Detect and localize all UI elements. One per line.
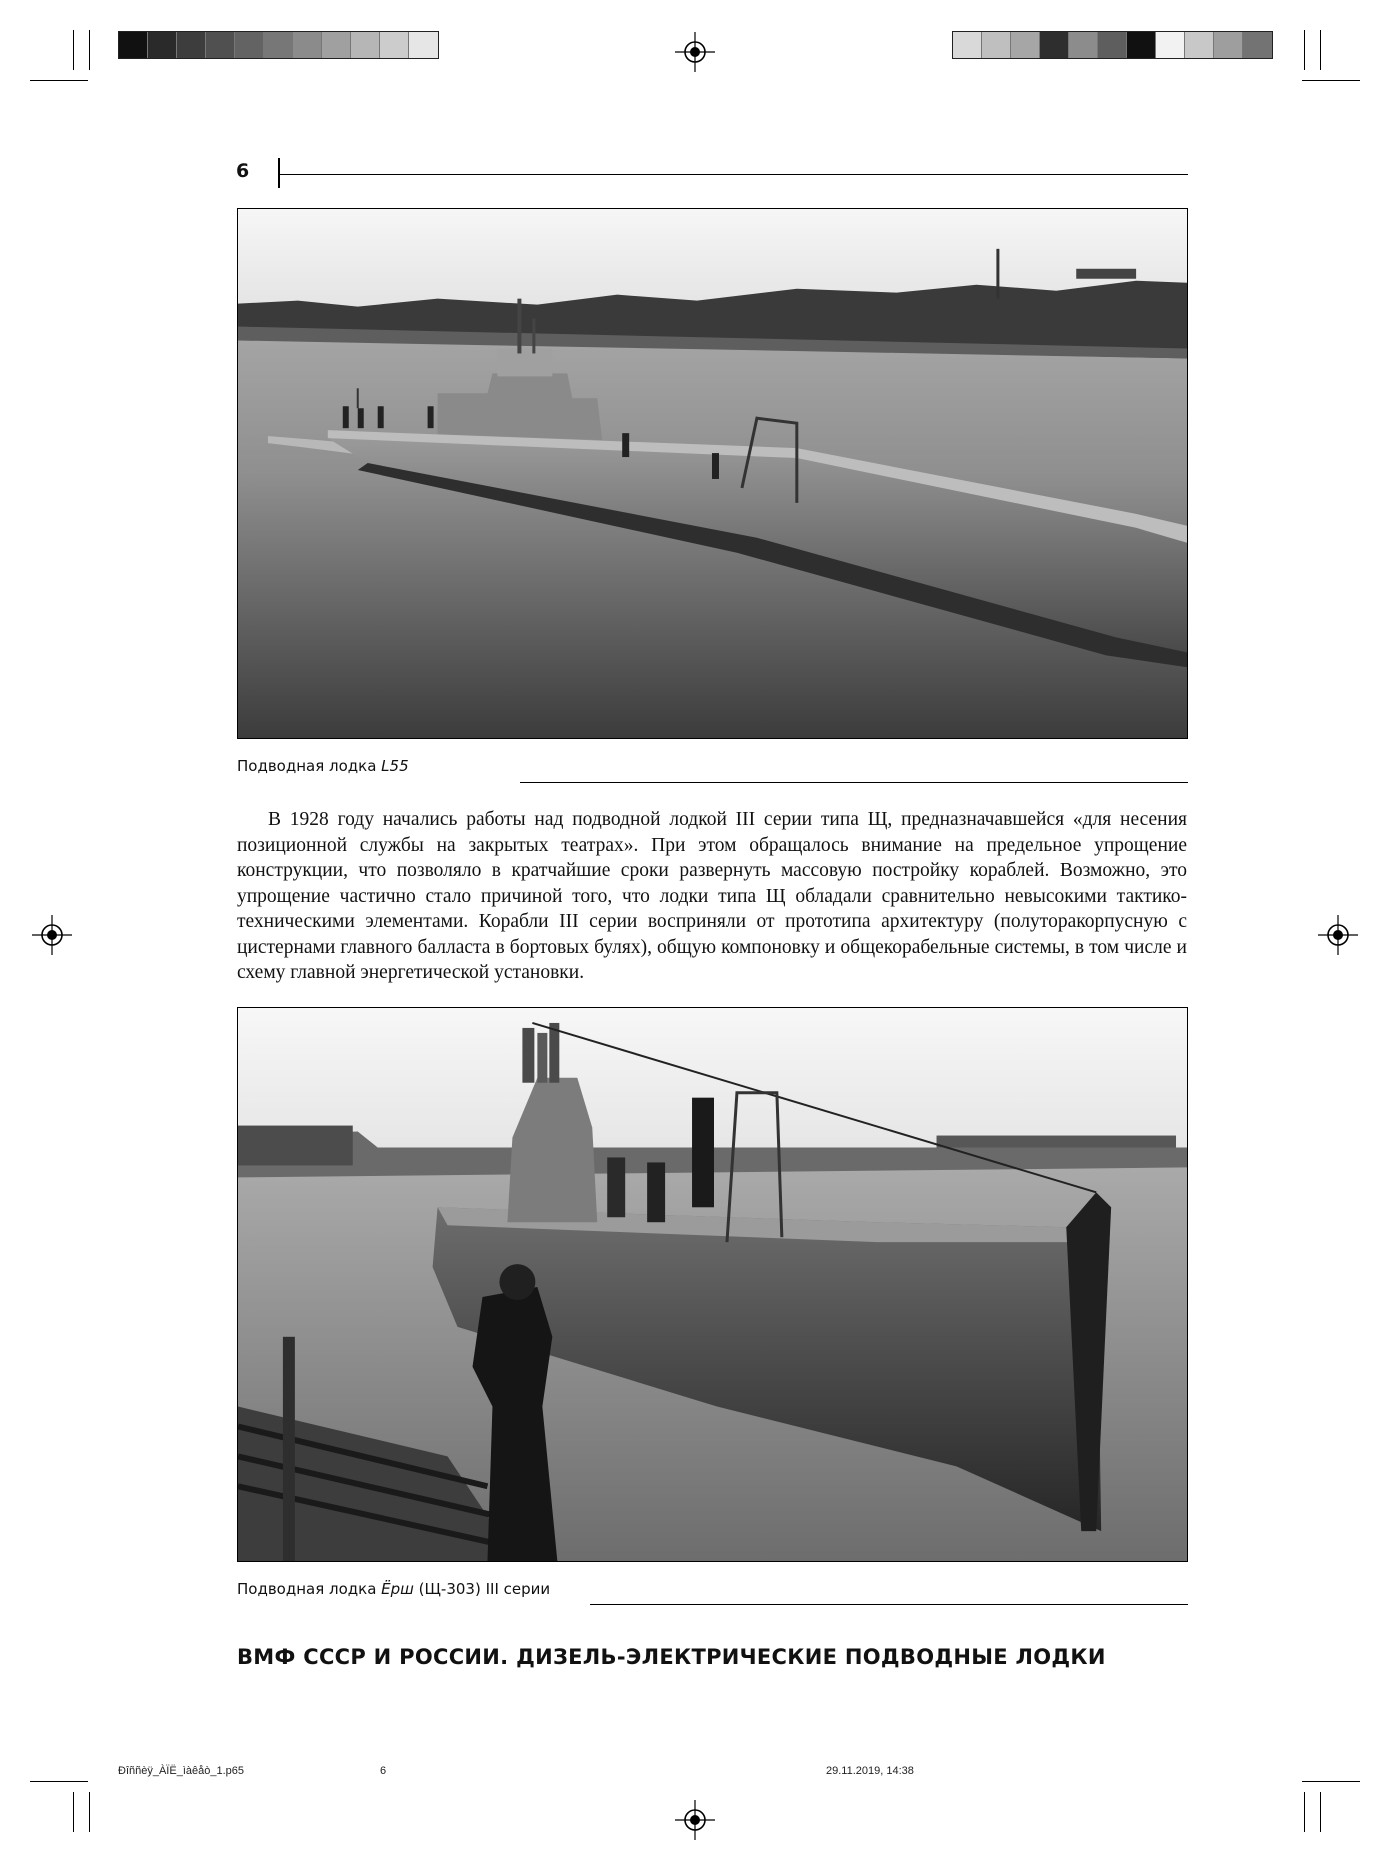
caption-vessel-name: L55 [381, 757, 409, 775]
color-swatch [1069, 32, 1098, 58]
photo-submarine-ersh [237, 1007, 1188, 1562]
color-swatch [1156, 32, 1185, 58]
crop-mark [1302, 1781, 1360, 1782]
crop-mark [73, 1792, 74, 1832]
color-swatch [1243, 32, 1272, 58]
color-swatch [1098, 32, 1127, 58]
registration-mark-icon [32, 915, 72, 955]
color-bar-left [118, 31, 439, 59]
color-swatch [1011, 32, 1040, 58]
crop-mark [30, 1781, 88, 1782]
caption-rule [590, 1604, 1188, 1605]
figure-caption [237, 1580, 550, 1598]
registration-mark-icon [675, 1800, 715, 1840]
crop-mark [30, 80, 88, 81]
body-paragraph: В 1928 году начались работы над подводной лодкой III серии типа Щ, предназначавшейся «для несения позиционной службы на закрытых театрах». При этом обращалось внимание на предельное упрощение конструкции, что позволяло в кратчайшие сроки развернуть массовую постройку кораблей. Возможно, это упрощение частично стало причиной того, что лодки типа Щ обладали сравнительно невысокими тактико-техническими элементами. Корабли III серии восприняли от прототипа архитектуру (полуторакорпусную с цистернами главного балласта в бортовых булях), общую компоновку и общекорабельные системы, в том числе и схему главной энергетической установки. [237, 809, 1187, 983]
color-swatch [380, 32, 409, 58]
caption-vessel-name: Ёрш [381, 1580, 414, 1598]
crop-mark [73, 30, 74, 70]
crop-mark [1302, 80, 1360, 81]
figure-caption [237, 757, 409, 775]
color-swatch [293, 32, 322, 58]
crop-mark [1320, 1792, 1321, 1832]
crop-mark [1320, 30, 1321, 70]
slug-page: 6 [380, 1765, 387, 1777]
caption-text: Подводная лодка [237, 1580, 382, 1598]
color-swatch [235, 32, 264, 58]
color-swatch [148, 32, 177, 58]
color-swatch [1214, 32, 1243, 58]
photo-submarine-l55 [237, 208, 1188, 739]
color-swatch [322, 32, 351, 58]
crop-mark [89, 1792, 90, 1832]
crop-mark [1304, 1792, 1305, 1832]
color-swatch [953, 32, 982, 58]
color-swatch [409, 32, 438, 58]
book-title: ВМФ СССР И РОССИИ. ДИЗЕЛЬ-ЭЛЕКТРИЧЕСКИЕ ПОДВОДНЫЕ ЛОДКИ [237, 1645, 1106, 1669]
color-bar-right [952, 31, 1273, 59]
color-swatch [264, 32, 293, 58]
color-swatch [982, 32, 1011, 58]
crop-mark [1304, 30, 1305, 70]
crop-mark [89, 30, 90, 70]
caption-text: Подводная лодка [237, 757, 382, 775]
color-swatch [177, 32, 206, 58]
caption-rule [520, 782, 1188, 783]
header-divider [278, 158, 280, 188]
header-rule [280, 174, 1188, 175]
color-swatch [119, 32, 148, 58]
slug-filename: Ðîññèÿ_ÀÏË_ìàêåò_1.p65 [118, 1765, 244, 1777]
page-number: 6 [236, 160, 250, 182]
registration-mark-icon [1318, 915, 1358, 955]
slug-datetime: 29.11.2019, 14:38 [826, 1765, 914, 1777]
color-swatch [1040, 32, 1069, 58]
color-swatch [1127, 32, 1156, 58]
color-swatch [1185, 32, 1214, 58]
color-swatch [206, 32, 235, 58]
caption-suffix: (Щ-303) III серии [413, 1580, 551, 1598]
registration-mark-icon [675, 32, 715, 72]
color-swatch [351, 32, 380, 58]
